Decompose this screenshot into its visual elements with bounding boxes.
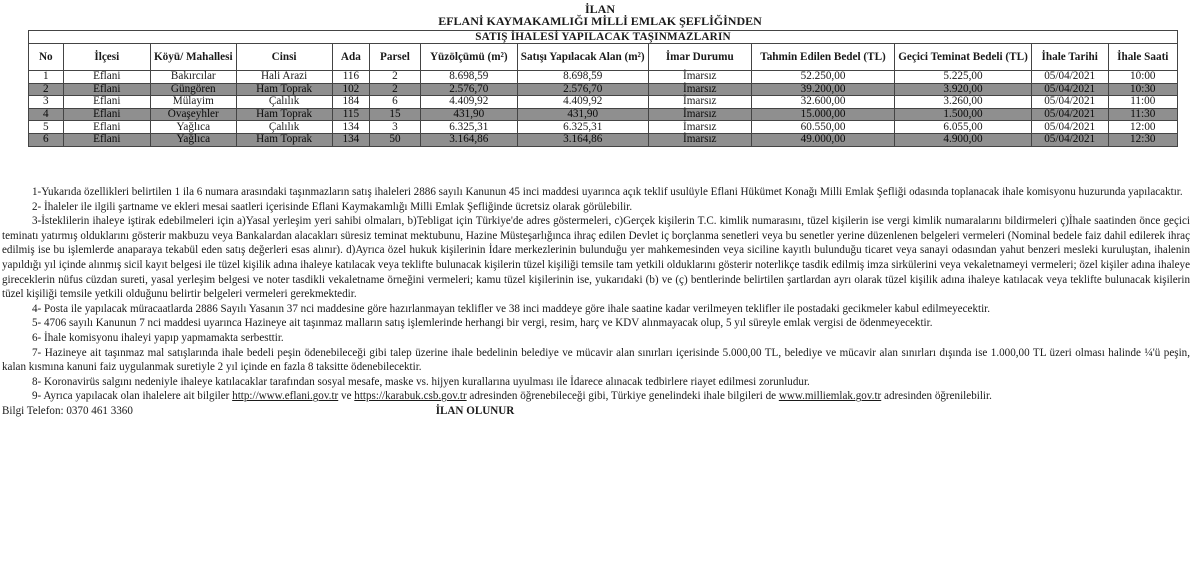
table-cell-alan: 4.409,92 [517, 96, 648, 109]
table-cell-cins: Ham Toprak [236, 133, 332, 146]
eflani-link[interactable]: http://www.eflani.gov.tr [232, 390, 339, 403]
table-cell-tarih: 05/04/2021 [1031, 108, 1108, 121]
column-header: Yüzölçümü (m²) [420, 44, 517, 71]
table-cell-parsel: 3 [370, 121, 421, 134]
column-header: İmar Durumu [648, 44, 751, 71]
table-row [29, 121, 1178, 134]
table-cell-parsel: 15 [370, 108, 421, 121]
paragraph-3: 3-İsteklilerin ihaleye iştirak edebilmeleri için a)Yasal yerleşim yeri sahibi olmaları, b)Tebligat için Türkiye'de adres göstermeleri, c)Gerçek kişilerin T.C. kimlik numarasını, tüzel kişilerin ise vergi kimlik numaralarını bildirmeleri ç)İhale saatinden önce geçici teminatı yatırmış olduklarını gösterir makbuzu veya Bankalardan alacakları süresiz teminat mektubunu, Hazine Müsteşarlığınca ihraç edilen Devlet iç borçlanma senetleri veya bu senetler yerine düzenlenen belgeleri vermeleri (Nominal bedele faiz dahil edilerek ihraç edilmiş ise bu işlemlerde anaparaya tekabül eden satış değerleri esas alınır). d)Ayrıca özel hukuk kişilerinin İdare merkezlerinin bulunduğu yer mahkemesinden veya siciline kayıtlı bulunduğu ticaret veya sanayi odasından yahut benzeri mesleki kuruluştan, ihalenin yapıldığı yıl içinde alınmış sicil kayıt belgesi ile tüzel kişilik adına ihaleye katılacak veya teklifte bulunacak kişilerin tüzel kişiliği temsile tam yetkili olduklarını gösterir noterlikçe tasdik edilmiş imza sirkülerini veya vekaletnameyi vermeleri; özel kişiler adına ihaleye gireceklerin nüfus cüzdan sureti, yasal yerleşim belgesi ve noter tasdikli vekaletname örneğini vermeleri; kamu tüzel kişilerinin ise, yukarıdaki (b) ve (ç) bentlerinde belirtilen şartlardan ayrı olarak tüzel kişilik adına ihaleye katılacak veya teklifte bulunacak kişilerin tüzel kişiliği temsile yetkili olduğunu belirtir belgeleri vermeleri gerekmektedir. [2, 215, 1190, 301]
table-cell-tarih: 05/04/2021 [1031, 133, 1108, 146]
table-cell-koy: Ovaşeyhler [150, 108, 236, 121]
paragraph-9-middle: adresinden öğrenebileceği gibi, Türkiye genelindeki ihale bilgileri de [469, 390, 777, 403]
notice-issuer: EFLANİ KAYMAKAMLIĞI MİLLİ EMLAK ŞEFLİĞİNDEN [438, 14, 762, 28]
column-header: İhale Tarihi [1031, 44, 1108, 71]
table-cell-bedel: 32.600,00 [751, 96, 894, 109]
table-cell-tarih: 05/04/2021 [1031, 96, 1108, 109]
table-cell-cins: Çalılık [236, 121, 332, 134]
paragraph-6: 6- İhale komisyonu ihaleyi yapıp yapmamakta serbesttir. [32, 331, 284, 344]
table-cell-ilce: Eflani [63, 108, 150, 121]
column-header: Köyü/ Mahallesi [150, 44, 236, 71]
table-cell-yuzolcum: 3.164,86 [420, 133, 517, 146]
paragraph-9-end: adresinden öğrenilebilir. [884, 390, 992, 403]
table-cell-no: 6 [29, 133, 64, 146]
table-cell-teminat: 4.900,00 [895, 133, 1032, 146]
table-cell-koy: Yağlıca [150, 121, 236, 134]
table-cell-no: 2 [29, 83, 64, 96]
table-row [29, 71, 1178, 84]
table-cell-teminat: 6.055,00 [895, 121, 1032, 134]
column-header: İlçesi [63, 44, 150, 71]
table-cell-teminat: 5.225,00 [895, 71, 1032, 84]
paragraph-1: 1-Yukarıda özellikleri belirtilen 1 ila 6 numara arasındaki taşınmazların satış ihaleleri 2886 sayılı Kanunun 45 inci maddesi uyarınca açık teklif usulüyle Eflani Hükümet Konağı Milli Emlak Şefliği odasında toplanacak ihale komisyonu huzurunda yapılacaktır. [32, 186, 1183, 198]
table-cell-koy: Mülayim [150, 96, 236, 109]
table-cell-ilce: Eflani [63, 121, 150, 134]
property-table [28, 30, 1178, 147]
table-cell-bedel: 52.250,00 [751, 71, 894, 84]
table-cell-bedel: 39.200,00 [751, 83, 894, 96]
table-cell-alan: 6.325,31 [517, 121, 648, 134]
table-cell-tarih: 05/04/2021 [1031, 71, 1108, 84]
table-cell-bedel: 15.000,00 [751, 108, 894, 121]
table-cell-tarih: 05/04/2021 [1031, 121, 1108, 134]
paragraph-9-and: ve [341, 390, 352, 403]
table-cell-imar: İmarsız [648, 121, 751, 134]
table-row [29, 96, 1178, 109]
table-cell-ilce: Eflani [63, 96, 150, 109]
table-cell-cins: Ham Toprak [236, 83, 332, 96]
table-cell-yuzolcum: 6.325,31 [420, 121, 517, 134]
paragraph-8: 8- Koronavirüs salgını nedeniyle ihaleye katılacaklar tarafından sosyal mesafe, maske vs. hijyen kurallarına uyulması ile İdarece alınacak tedbirlere riayet edilmesi zorunludur. [32, 375, 810, 388]
table-cell-alan: 3.164,86 [517, 133, 648, 146]
table-cell-ada: 115 [332, 108, 369, 121]
table-cell-no: 4 [29, 108, 64, 121]
table-cell-ada: 134 [332, 121, 369, 134]
table-cell-no: 3 [29, 96, 64, 109]
table-cell-imar: İmarsız [648, 96, 751, 109]
table-cell-saat: 10:30 [1108, 83, 1177, 96]
table-cell-koy: Yağlıca [150, 133, 236, 146]
table-cell-ilce: Eflani [63, 71, 150, 84]
table-cell-saat: 12:00 [1108, 121, 1177, 134]
notice-body [2, 185, 1190, 419]
karabuk-link[interactable]: https://karabuk.csb.gov.tr [354, 390, 467, 403]
table-cell-teminat: 3.260,00 [895, 96, 1032, 109]
table-cell-ilce: Eflani [63, 133, 150, 146]
table-cell-ada: 184 [332, 96, 369, 109]
table-cell-yuzolcum: 8.698,59 [420, 71, 517, 84]
column-header: Ada [332, 44, 369, 71]
table-cell-ada: 116 [332, 71, 369, 84]
table-cell-yuzolcum: 431,90 [420, 108, 517, 121]
table-cell-no: 1 [29, 71, 64, 84]
closing-text: İLAN OLUNUR [435, 404, 515, 417]
table-cell-bedel: 49.000,00 [751, 133, 894, 146]
milliemlak-link[interactable]: www.milliemlak.gov.tr [778, 390, 882, 403]
table-cell-saat: 10:00 [1108, 71, 1177, 84]
table-cell-teminat: 1.500,00 [895, 108, 1032, 121]
phone-text: Bilgi Telefon: 0370 461 3360 [2, 404, 133, 417]
column-header: Cinsi [236, 44, 332, 71]
paragraph-7: 7- Hazineye ait taşınmaz mal satışlarında ihale bedeli peşin ödenebileceği gibi talep üzerine ihale bedelinin belediye ve mücavir alan sınırları içerisinde 5.000,00 TL, belediye ve mücavir alan sınırları dışında ise 1.000,00 TL üzeri olması halinde ¼'ü peşin, kalan kısmına kanuni faiz uygulanmak suretiyle 2 yıl içinde en fazla 8 taksitte ödenebilecektir. [2, 346, 1190, 374]
table-cell-ilce: Eflani [63, 83, 150, 96]
table-cell-imar: İmarsız [648, 71, 751, 84]
column-header: Geçici Teminat Bedeli (TL) [895, 44, 1032, 71]
column-header: No [29, 44, 64, 71]
paragraph-2: 2- İhaleler ile ilgili şartname ve ekleri mesai saatleri içerisinde Eflani Kaymakamlığı Milli Emlak Şefliğinde ücretsiz olarak görülebilir. [32, 200, 633, 213]
table-cell-cins: Ham Toprak [236, 108, 332, 121]
table-cell-yuzolcum: 4.409,92 [420, 96, 517, 109]
table-cell-ada: 134 [332, 133, 369, 146]
paragraph-4: 4- Posta ile yapılacak müracaatlarda 2886 Sayılı Yasanın 37 nci maddesine göre hazırlanmayan teklifler ve 38 inci maddeye göre ihale saatine kadar verilmeyen teklifler ile postadaki gecikmeler kabul edilmeyecektir. [32, 302, 991, 315]
table-cell-parsel: 2 [370, 83, 421, 96]
table-cell-alan: 8.698,59 [517, 71, 648, 84]
column-header: Parsel [370, 44, 421, 71]
column-header: İhale Saati [1108, 44, 1177, 71]
table-cell-teminat: 3.920,00 [895, 83, 1032, 96]
table-cell-saat: 11:30 [1108, 108, 1177, 121]
table-cell-koy: Güngören [150, 83, 236, 96]
column-header: Satışı Yapılacak Alan (m²) [517, 44, 648, 71]
table-cell-parsel: 6 [370, 96, 421, 109]
paragraph-9-intro: 9- Ayrıca yapılacak olan ihalelere ait bilgiler [32, 390, 230, 403]
table-cell-ada: 102 [332, 83, 369, 96]
table-cell-imar: İmarsız [648, 133, 751, 146]
table-row [29, 83, 1178, 96]
table-row [29, 133, 1178, 146]
table-caption-row [29, 31, 1178, 44]
table-cell-no: 5 [29, 121, 64, 134]
table-row [29, 108, 1178, 121]
phone-line [2, 404, 1190, 419]
table-cell-alan: 431,90 [517, 108, 648, 121]
column-header: Tahmin Edilen Bedel (TL) [751, 44, 894, 71]
table-cell-parsel: 50 [370, 133, 421, 146]
notice-title: İLAN [584, 2, 615, 16]
table-cell-saat: 11:00 [1108, 96, 1177, 109]
table-cell-yuzolcum: 2.576,70 [420, 83, 517, 96]
table-header-row [29, 44, 1178, 71]
paragraph-9 [2, 389, 1190, 404]
table-cell-alan: 2.576,70 [517, 83, 648, 96]
table-cell-koy: Bakırcılar [150, 71, 236, 84]
table-cell-cins: Çalılık [236, 96, 332, 109]
table-cell-imar: İmarsız [648, 83, 751, 96]
table-cell-saat: 12:30 [1108, 133, 1177, 146]
table-cell-bedel: 60.550,00 [751, 121, 894, 134]
paragraph-5: 5- 4706 sayılı Kanunun 7 nci maddesi uyarınca Hazineye ait taşınmaz malların satış işlemlerinde herhangi bir vergi, resim, harç ve KDV alınmayacak olup, 5 yıl süreyle emlak vergisi de ödenmeyecektir. [32, 317, 933, 330]
table-cell-imar: İmarsız [648, 108, 751, 121]
table-cell-parsel: 2 [370, 71, 421, 84]
table-cell-tarih: 05/04/2021 [1031, 83, 1108, 96]
table-caption: SATIŞ İHALESİ YAPILACAK TAŞINMAZLARIN [29, 31, 1178, 44]
table-cell-cins: Hali Arazi [236, 71, 332, 84]
